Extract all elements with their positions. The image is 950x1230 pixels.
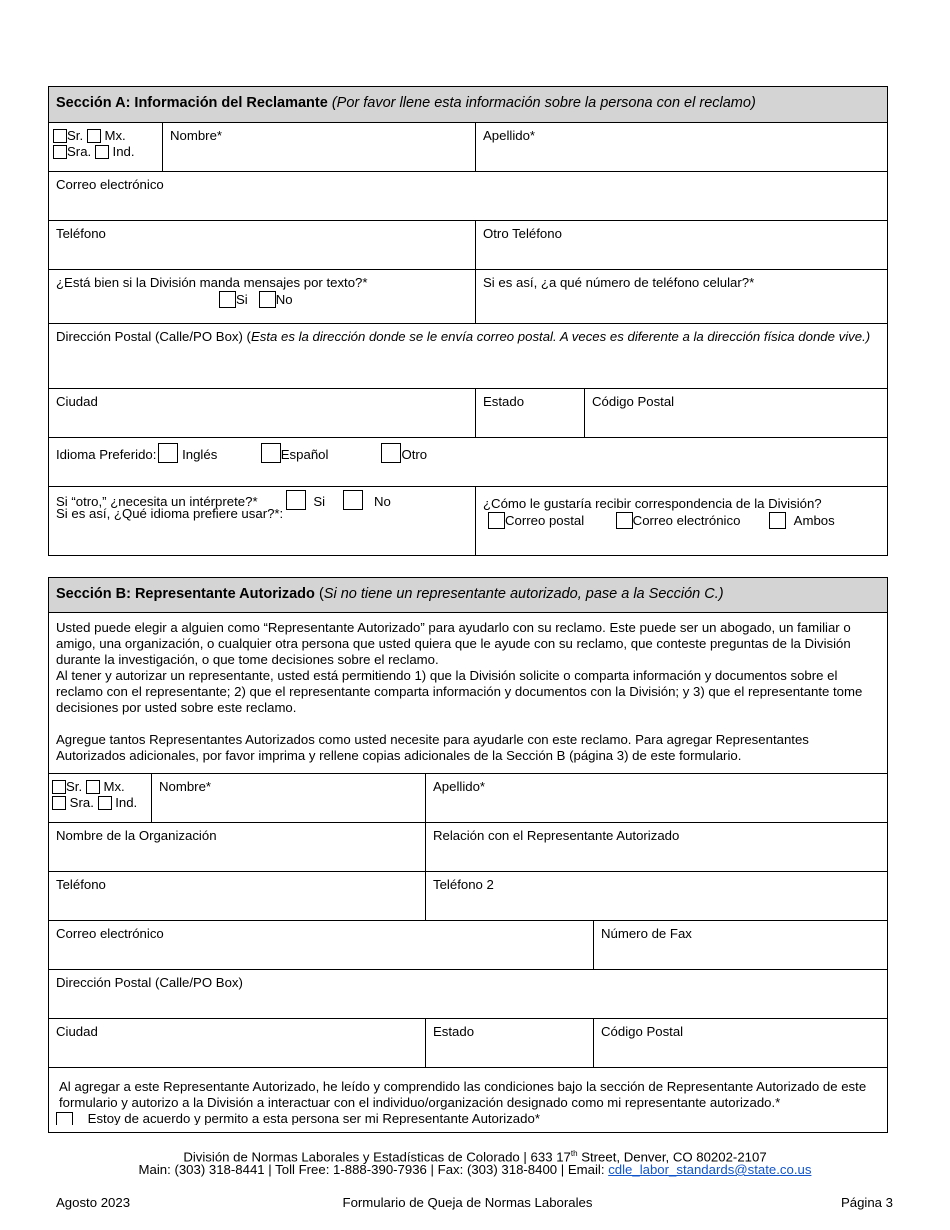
footer-address-b: Street, Denver, CO 80202-2107 [577,1149,767,1165]
label-both: Ambos [793,513,835,528]
footer-form-name: Formulario de Queja de Normas Laborales [342,1195,593,1210]
rep-label-mx: Mx. [103,779,125,794]
rep-last-name-label: Apellido* [433,779,486,794]
section-b-header [49,578,888,613]
checkbox-text-no[interactable] [259,291,276,308]
label-spanish: Español [280,447,329,462]
section-a-table [48,86,888,556]
label-mx: Mx. [104,128,126,143]
checkbox-sra[interactable] [53,145,67,159]
cell-question: Si es así, ¿a qué número de teléfono celular?* [483,275,755,290]
rep-phone2-label: Teléfono 2 [433,877,494,892]
rep-state-label: Estado [433,1024,475,1039]
rep-checkbox-mx[interactable] [86,780,100,794]
footer-email-link[interactable]: cdle_labor_standards@state.co.us [608,1162,812,1177]
label-interpreter-yes: Si [313,494,326,509]
intro-paragraph-2: Al tener y autorizar un representante, usted está permitiendo 1) que la División solicite o comparta información y documentos sobre el reclamo con el representante; 2) que el representante comparta información y documentos con la División; y 3) que el representante tome decisiones por usted sobre este reclamo. [56,668,863,715]
consent-text: Al agregar a este Representante Autorizado, he leído y comprendido las condiciones bajo la sección de Representante Autorizado de este formulario y autorizo a la División a interactuar con el individuo/organización designado como mi representante autorizado.* [59,1079,867,1110]
rep-fax-field[interactable] [594,921,888,970]
label-sr: Sr. [67,128,84,143]
rep-first-name-label: Nombre* [159,779,212,794]
checkbox-spanish[interactable] [261,443,281,463]
mailing-note: Esta es la dirección donde se le envía correo postal. A veces es diferente a la dirección física donde vive.) [250,329,871,344]
checkbox-text-yes[interactable] [219,291,236,308]
label-other-language: Otro [401,447,428,462]
claimant-mailing-address-field[interactable] [49,324,888,389]
organization-label: Nombre de la Organización [56,828,217,843]
section-b-table [48,577,888,1133]
rep-first-name-field[interactable] [152,774,426,823]
first-name-label: Nombre* [170,128,223,143]
rep-checkbox-ind[interactable] [98,796,112,810]
interpreter-language-label: Si es así, ¿Qué idioma prefiere usar?*: [56,506,284,521]
interpreter-question: Si “otro,” ¿necesita un intérprete?* [56,494,258,509]
intro-paragraph-3: Agregue tantos Representantes Autorizados como usted necesite para ayudarle con este reclamo. Para agregar Representantes Autorizados adicionales, por favor imprima y rellene copias adicionales de la Sección B (página 3) de este formulario. [56,732,809,763]
rep-phone2-field[interactable] [426,872,888,921]
cell-number-field[interactable] [476,270,888,324]
rep-state-field[interactable] [426,1019,594,1068]
correspondence-cell [476,487,888,556]
rep-phone-field[interactable] [49,872,426,921]
texting-question: ¿Está bien si la División manda mensajes por texto?* [56,275,368,290]
section-a-header [49,87,888,123]
rep-fax-label: Número de Fax [601,926,692,941]
consent-checkbox[interactable] [56,1112,73,1125]
rep-mailing-address-field[interactable] [49,970,888,1019]
footer-contact [0,1162,950,1178]
rep-email-label: Correo electrónico [56,926,164,941]
section-b-intro [49,613,888,774]
mailing-label: Dirección Postal (Calle/PO Box) ( [56,329,251,344]
state-label: Estado [483,394,525,409]
claimant-first-name-field[interactable] [163,123,476,172]
zip-label: Código Postal [592,394,675,409]
label-text-no: No [275,292,293,307]
interpreter-cell [49,487,476,556]
language-label: Idioma Preferido: [56,447,157,462]
intro-paragraph-1: Usted puede elegir a alguien como “Representante Autorizado” para ayudarlo con su reclamo. Este puede ser un abogado, un familiar o amigo, una organización, o cualquier otra persona que usted quiera que le ayude con su reclamo, que conteste preguntas de la División durante la investigación, o que tome decisiones sobre el reclamo. [56,620,851,667]
label-ind: Ind. [112,144,135,159]
checkbox-mx[interactable] [87,129,101,143]
footer-contact-text: Main: (303) 318-8441 | Toll Free: 1-888-390-7936 | Fax: (303) 318-8400 | Email: [138,1162,609,1177]
checkbox-sr[interactable] [53,129,67,143]
claimant-other-phone-field[interactable] [476,221,888,270]
claimant-email-field[interactable] [49,172,888,221]
rep-relationship-field[interactable] [426,823,888,872]
email-label: Correo electrónico [56,177,164,192]
texting-permission-cell [49,270,476,324]
rep-last-name-field[interactable] [426,774,888,823]
rep-label-ind: Ind. [115,795,138,810]
checkbox-both[interactable] [769,512,786,529]
claimant-city-field[interactable] [49,389,476,438]
checkbox-interpreter-yes[interactable] [286,490,306,510]
rep-phone-label: Teléfono [56,877,106,892]
rep-honorific-cell [49,774,152,823]
phone-label: Teléfono [56,226,106,241]
section-a-subtitle: (Por favor llene esta información sobre la persona con el reclamo) [331,95,756,111]
rep-email-field[interactable] [49,921,594,970]
section-b-title: Sección B: Representante Autorizado [56,586,315,602]
rep-organization-field[interactable] [49,823,426,872]
checkbox-english[interactable] [158,443,178,463]
checkbox-postal-mail[interactable] [488,512,505,529]
other-phone-label: Otro Teléfono [483,226,562,241]
claimant-zip-field[interactable] [585,389,888,438]
footer-page-number: Página 3 [840,1195,893,1210]
rep-label-sr: Sr. [66,779,83,794]
preferred-language-cell [49,438,888,487]
section-a-title: Sección A: Información del Reclamante [56,95,328,111]
label-email-corr: Correo electrónico [632,513,741,528]
city-label: Ciudad [56,394,98,409]
label-interpreter-no: No [374,494,391,509]
section-b-paren: ( [318,586,324,602]
checkbox-email-corr[interactable] [616,512,633,529]
checkbox-ind[interactable] [95,145,109,159]
checkbox-other-language[interactable] [381,443,401,463]
consent-cell [49,1068,888,1133]
rep-label-sra: Sra. [69,795,94,810]
claimant-last-name-field[interactable] [476,123,888,172]
rep-zip-label: Código Postal [601,1024,684,1039]
footer-address-a: División de Normas Laborales y Estadísticas de Colorado | 633 17 [183,1149,571,1165]
label-text-yes: Si [236,292,248,307]
rep-mailing-label: Dirección Postal (Calle/PO Box) [56,975,243,990]
label-sra: Sra. [67,144,92,159]
claimant-state-field[interactable] [476,389,585,438]
claimant-phone-field[interactable] [49,221,476,270]
rep-checkbox-sra[interactable] [52,796,66,810]
footer-sup: th [570,1149,578,1158]
rep-city-label: Ciudad [56,1024,98,1039]
checkbox-interpreter-no[interactable] [343,490,363,510]
rep-zip-field[interactable] [594,1019,888,1068]
label-postal-mail: Correo postal [505,513,585,528]
rep-checkbox-sr[interactable] [52,780,66,794]
correspondence-question: ¿Cómo le gustaría recibir correspondencia de la División? [483,496,822,511]
section-b-subtitle: Si no tiene un representante autorizado, pase a la Sección C.) [323,586,724,602]
relationship-label: Relación con el Representante Autorizado [433,828,680,843]
rep-city-field[interactable] [49,1019,426,1068]
label-english: Inglés [182,447,218,462]
consent-checkbox-label: Estoy de acuerdo y permito a esta persona ser mi Representante Autorizado* [87,1111,540,1125]
claimant-honorific-cell [49,123,163,172]
last-name-label: Apellido* [483,128,536,143]
footer-date: Agosto 2023 [56,1195,131,1210]
